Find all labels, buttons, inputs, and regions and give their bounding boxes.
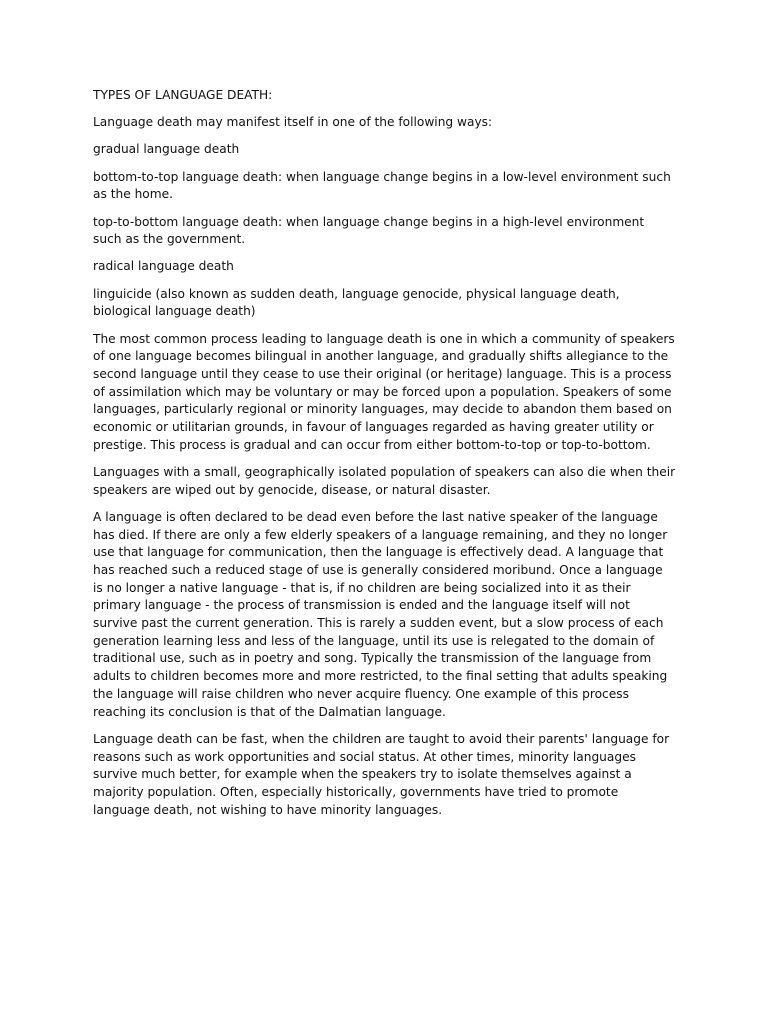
paragraph-moribund: A language is often declared to be dead even before the last native speaker of the language has died. If there are only a few elderly speakers of a language remaining, and they no longer use that language for communication, then the language is effectively dead. A language that has reached such a reduced stage of use is generally considered moribund. Once a language is no longer a native language - that is, if no children are being socialized into it as their primary language - the process of transmission is ended and the language itself will not survive past the current generation. This is rarely a sudden event, but a slow process of each generation learning less and less of the language, until its use is relegated to the domain of traditional use, such as in poetry and song. Typically the transmission of the language from adults to children becomes more and more restricted, to the final setting that adults speaking the language will raise children who never acquire fluency. One example of this process reaching its conclusion is that of the Dalmatian language.: [93, 509, 668, 719]
list-item-top-to-bottom: top-to-bottom language death: when language change begins in a high-level environment such as the government.: [93, 214, 645, 247]
paragraph-isolated-populations: Languages with a small, geographically isolated population of speakers can also die when their speakers are wiped out by genocide, disease, or natural disaster.: [93, 464, 676, 497]
list-item-radical: radical language death: [93, 259, 234, 274]
paragraph-assimilation: The most common process leading to language death is one in which a community of speakers of one language becomes bilingual in another language, and gradually shifts allegiance to the second language until they cease to use their original (or heritage) language. This is a process of assimilation which may be voluntary or may be forced upon a population. Speakers of some languages, particularly regional or minority languages, may decide to abandon them based on economic or utilitarian grounds, in favour of languages regarded as having greater utility or prestige. This process is gradual and can occur from either bottom-to-top or top-to-bottom.: [93, 331, 675, 452]
list-item-bottom-to-top: bottom-to-top language death: when language change begins in a low-level environment such as the home.: [93, 169, 671, 202]
document-title: TYPES OF LANGUAGE DEATH:: [93, 88, 273, 102]
list-item-linguicide: linguicide (also known as sudden death, language genocide, physical language death, biological language death): [93, 286, 620, 319]
paragraph-fast-death: Language death can be fast, when the children are taught to avoid their parents' language for reasons such as work opportunities and social status. At other times, minority languages survive much better, for example when the speakers try to isolate themselves against a majority population. Often, especially historically, governments have tried to promote language death, not wishing to have minority languages.: [93, 731, 670, 817]
list-item-gradual: gradual language death: [93, 142, 240, 157]
intro-paragraph: Language death may manifest itself in one of the following ways:: [93, 115, 493, 130]
document-body: [93, 87, 676, 829]
